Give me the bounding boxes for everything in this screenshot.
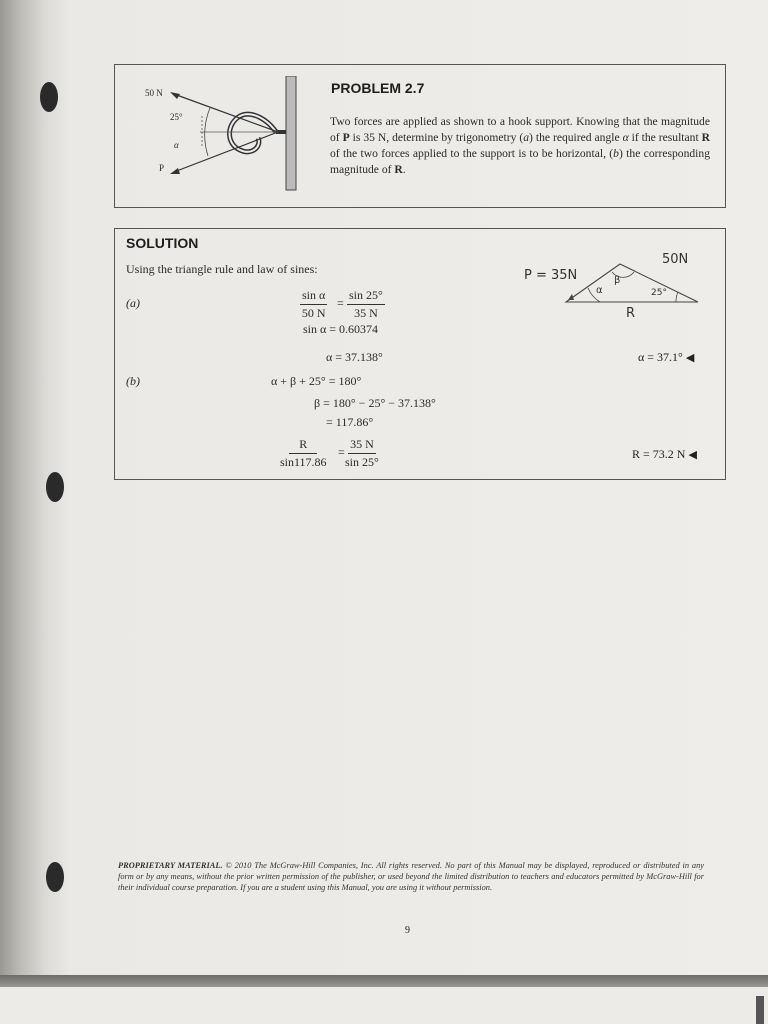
part-b-line3: = 117.86°	[326, 415, 374, 429]
binder-edge	[0, 975, 768, 987]
part-b-line1: α + β + 25° = 180°	[271, 374, 362, 388]
hook-figure	[140, 76, 320, 194]
part-b-answer-text: R = 73.2 N	[632, 447, 686, 461]
part-b-answer	[632, 447, 697, 462]
part-a-line2: sin α = 0.60374	[303, 322, 379, 336]
part-a-line3: α = 37.138°	[326, 350, 383, 364]
copyright-bold: PROPRIETARY MATERIAL.	[118, 861, 223, 870]
problem-title: PROBLEM 2.7	[331, 80, 425, 96]
background-surface	[0, 987, 768, 1024]
answer-marker-icon: ◀	[688, 449, 697, 461]
figure-force-label: 50 N	[145, 88, 163, 98]
figure-p-label: P	[159, 163, 165, 173]
sketch-p-label: P = 35N	[524, 268, 578, 283]
part-b-fraction-left: $\frac{R}{\sin 117.86}$	[280, 437, 327, 469]
sketch-angle: 25°	[651, 288, 667, 298]
sketch-beta: β	[614, 275, 621, 286]
sketch-r-label: R	[626, 306, 636, 321]
copyright-notice	[118, 860, 704, 893]
page-number: 9	[405, 925, 410, 936]
punch-hole-top	[40, 82, 58, 112]
solution-title: SOLUTION	[126, 235, 199, 251]
figure-angle-label: 25°	[170, 112, 183, 122]
part-a-label: (a)	[126, 296, 140, 310]
sketch-alpha: α	[596, 285, 603, 296]
part-b-line2: β = 180° − 25° − 37.138°	[314, 396, 436, 410]
part-a-answer	[638, 350, 694, 365]
sketch-force-label: 50N	[662, 252, 689, 267]
part-a-fraction-left: $\frac{\text{sin α}}{50 N}$	[301, 288, 326, 320]
punch-hole-middle	[46, 472, 64, 502]
part-a-answer-text: α = 37.1°	[638, 350, 683, 364]
punch-hole-bottom	[46, 862, 64, 892]
part-b-equals: =	[338, 445, 345, 459]
solution-intro: Using the triangle rule and law of sines:	[126, 262, 318, 276]
part-a-equals: =	[337, 296, 344, 310]
part-a-fraction-right: $\frac{\sin 25^\circ}{35 N}$	[349, 288, 383, 320]
answer-marker-icon: ◀	[685, 352, 695, 364]
part-b-label: (b)	[126, 374, 140, 388]
copyright-text: © 2010 The McGraw-Hill Companies, Inc. All rights reserved. No part of this Manual may be displayed, reproduced or distributed in any form or by any means, without the prior written permission of the publisher, or used beyond the limited distribution to teachers and educators permitted by McGraw-Hill for their individual course preparation. If you are a student using this Manual, you are using it without permission.	[118, 861, 704, 892]
part-b-fraction-right: $\frac{35 N}{\sin 25^\circ}$	[345, 437, 379, 469]
edge-mark	[756, 996, 764, 1024]
figure-alpha-label: α	[174, 140, 179, 150]
problem-statement: Two forces are applied as shown to a hook support. Knowing that the magnitude of P is 35 N, determine by trigonometry (a) the required angle α if the resultant R of the two forces applied to the support is to be horizontal, (b) the corresponding magnitude of R.	[330, 115, 710, 176]
